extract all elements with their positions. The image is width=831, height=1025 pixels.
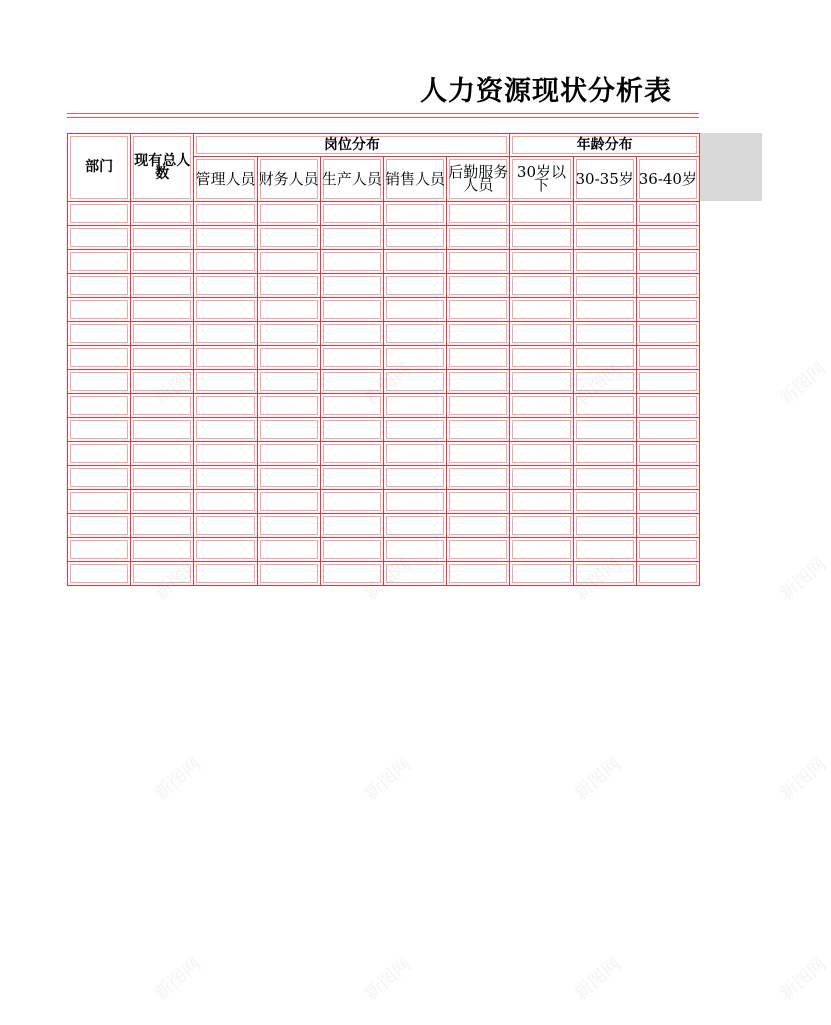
table-cell[interactable]: [320, 370, 383, 394]
table-cell[interactable]: [573, 346, 636, 370]
title-rule-top: [67, 113, 699, 114]
table-cell[interactable]: [320, 442, 383, 466]
table-cell[interactable]: [447, 514, 510, 538]
table-cell[interactable]: [194, 442, 257, 466]
table-cell[interactable]: [194, 562, 257, 586]
table-cell[interactable]: [131, 514, 194, 538]
table-cell[interactable]: [510, 250, 573, 274]
table-cell[interactable]: [194, 226, 257, 250]
header-position-production[interactable]: 生产人员: [320, 157, 383, 202]
watermark-text: 新图网: [570, 753, 626, 805]
table-cell[interactable]: [636, 370, 699, 394]
table-cell[interactable]: [68, 298, 131, 322]
table-row: [68, 562, 700, 586]
table-cell[interactable]: [131, 442, 194, 466]
table-cell[interactable]: [383, 226, 446, 250]
header-age-36-40[interactable]: 36-40岁: [636, 157, 699, 202]
table-cell[interactable]: [257, 322, 320, 346]
table-cell[interactable]: [447, 346, 510, 370]
watermark-text: 新图网: [150, 358, 206, 410]
table-cell[interactable]: [447, 562, 510, 586]
table-row: [68, 418, 700, 442]
table-cell[interactable]: [320, 226, 383, 250]
watermark-text: 新图网: [150, 953, 206, 1005]
table-cell[interactable]: [194, 322, 257, 346]
table-cell[interactable]: [257, 418, 320, 442]
table-cell[interactable]: [320, 538, 383, 562]
watermark-text: 新图网: [150, 553, 206, 605]
table-cell[interactable]: [68, 274, 131, 298]
table-cell[interactable]: [68, 562, 131, 586]
table-cell[interactable]: [447, 538, 510, 562]
header-position-logistics[interactable]: 后勤服务人员: [447, 157, 510, 202]
header-fill-extension: [699, 133, 762, 201]
table-cell[interactable]: [320, 466, 383, 490]
table-row: [68, 346, 700, 370]
table-row: [68, 538, 700, 562]
table-cell[interactable]: [194, 394, 257, 418]
table-cell[interactable]: [636, 298, 699, 322]
table-cell[interactable]: [257, 490, 320, 514]
table-cell[interactable]: [573, 514, 636, 538]
table-cell[interactable]: [383, 322, 446, 346]
table-row: [68, 466, 700, 490]
sheet-title: 人力资源现状分析表: [420, 76, 672, 107]
table-cell[interactable]: [131, 394, 194, 418]
table-cell[interactable]: [510, 418, 573, 442]
header-row-1: [68, 134, 700, 157]
table-cell[interactable]: [320, 490, 383, 514]
table-cell[interactable]: [320, 250, 383, 274]
watermark-text: 新图网: [570, 358, 626, 410]
table-cell[interactable]: [68, 418, 131, 442]
table-cell[interactable]: [194, 538, 257, 562]
table-cell[interactable]: [573, 418, 636, 442]
table-cell[interactable]: [194, 274, 257, 298]
table-cell[interactable]: [131, 298, 194, 322]
watermark-text: 新图网: [775, 953, 831, 1005]
table-cell[interactable]: [510, 562, 573, 586]
table-cell[interactable]: [320, 346, 383, 370]
table-cell[interactable]: [320, 418, 383, 442]
table-cell[interactable]: [68, 346, 131, 370]
table-cell[interactable]: [447, 490, 510, 514]
table-cell[interactable]: [131, 322, 194, 346]
header-position-finance[interactable]: 财务人员: [257, 157, 320, 202]
table-cell[interactable]: [573, 442, 636, 466]
table-row: [68, 442, 700, 466]
watermark-text: 新图网: [570, 553, 626, 605]
table-cell[interactable]: [320, 298, 383, 322]
table-cell[interactable]: [636, 346, 699, 370]
table-cell[interactable]: [131, 538, 194, 562]
table-cell[interactable]: [383, 274, 446, 298]
table-cell[interactable]: [68, 538, 131, 562]
table-cell[interactable]: [383, 346, 446, 370]
table-row: [68, 370, 700, 394]
table-cell[interactable]: [68, 202, 131, 226]
table-cell[interactable]: [257, 298, 320, 322]
table-cell[interactable]: [194, 298, 257, 322]
table-cell[interactable]: [257, 274, 320, 298]
table-row: [68, 202, 700, 226]
table-cell[interactable]: [68, 370, 131, 394]
watermark-text: 新图网: [360, 953, 416, 1005]
header-age-distribution[interactable]: 年龄分布: [510, 134, 700, 157]
title-rule-bottom: [67, 117, 699, 118]
watermark-text: 新图网: [570, 953, 626, 1005]
table-cell[interactable]: [131, 418, 194, 442]
table-cell[interactable]: [510, 442, 573, 466]
table-cell[interactable]: [257, 346, 320, 370]
table-cell[interactable]: [131, 226, 194, 250]
table-cell[interactable]: [194, 514, 257, 538]
table-cell[interactable]: [573, 250, 636, 274]
table-cell[interactable]: [320, 394, 383, 418]
table-cell[interactable]: [573, 370, 636, 394]
table-cell[interactable]: [573, 274, 636, 298]
table-cell[interactable]: [383, 418, 446, 442]
table-row: [68, 490, 700, 514]
table-cell[interactable]: [383, 466, 446, 490]
table-cell[interactable]: [131, 466, 194, 490]
table-cell[interactable]: [320, 322, 383, 346]
table-cell[interactable]: [257, 562, 320, 586]
table-cell[interactable]: [257, 370, 320, 394]
table-cell[interactable]: [194, 250, 257, 274]
watermark-text: 新图网: [360, 553, 416, 605]
table-cell[interactable]: [383, 298, 446, 322]
hr-analysis-table: [67, 133, 700, 586]
table-cell[interactable]: [447, 322, 510, 346]
watermark-text: 新图网: [775, 553, 831, 605]
table-cell[interactable]: [573, 226, 636, 250]
table-cell[interactable]: [636, 226, 699, 250]
table-cell[interactable]: [131, 274, 194, 298]
header-age-30-35[interactable]: 30-35岁: [573, 157, 636, 202]
table-cell[interactable]: [447, 370, 510, 394]
table-cell[interactable]: [573, 538, 636, 562]
table-cell[interactable]: [636, 274, 699, 298]
table-cell[interactable]: [383, 490, 446, 514]
table-cell[interactable]: [257, 226, 320, 250]
table-cell[interactable]: [573, 394, 636, 418]
table-cell[interactable]: [636, 562, 699, 586]
table-cell[interactable]: [447, 274, 510, 298]
table-cell[interactable]: [68, 322, 131, 346]
watermark-text: 新图网: [775, 753, 831, 805]
table-cell[interactable]: [68, 226, 131, 250]
header-total-staff[interactable]: 现有总人数: [131, 134, 194, 202]
table-cell[interactable]: [383, 250, 446, 274]
table-cell[interactable]: [636, 394, 699, 418]
table-cell[interactable]: [383, 370, 446, 394]
table-cell[interactable]: [68, 250, 131, 274]
table-cell[interactable]: [131, 250, 194, 274]
header-department[interactable]: 部门: [68, 134, 131, 202]
header-position-distribution[interactable]: 岗位分布: [194, 134, 510, 157]
table-cell[interactable]: [510, 202, 573, 226]
table-row: [68, 322, 700, 346]
table-cell[interactable]: [257, 394, 320, 418]
table-cell[interactable]: [320, 562, 383, 586]
table-cell[interactable]: [194, 418, 257, 442]
table-cell[interactable]: [68, 514, 131, 538]
table-cell[interactable]: [257, 202, 320, 226]
table-row: [68, 250, 700, 274]
table-cell[interactable]: [257, 514, 320, 538]
table-cell[interactable]: [573, 562, 636, 586]
table-row: [68, 394, 700, 418]
table-row: [68, 274, 700, 298]
table-cell[interactable]: [131, 346, 194, 370]
watermark-text: 新图网: [775, 358, 831, 410]
table-cell[interactable]: [510, 394, 573, 418]
table-cell[interactable]: [131, 562, 194, 586]
table-cell[interactable]: [447, 394, 510, 418]
table-cell[interactable]: [573, 298, 636, 322]
table-cell[interactable]: [510, 538, 573, 562]
table-cell[interactable]: [636, 322, 699, 346]
table-cell[interactable]: [447, 226, 510, 250]
table-cell[interactable]: [383, 394, 446, 418]
table-cell[interactable]: [68, 442, 131, 466]
table-cell[interactable]: [68, 394, 131, 418]
table-cell[interactable]: [573, 466, 636, 490]
table-cell[interactable]: [257, 442, 320, 466]
table-cell[interactable]: [510, 322, 573, 346]
table-cell[interactable]: [447, 442, 510, 466]
table-cell[interactable]: [510, 298, 573, 322]
table-cell[interactable]: [257, 250, 320, 274]
table-cell[interactable]: [510, 274, 573, 298]
table-cell[interactable]: [447, 466, 510, 490]
table-cell[interactable]: [383, 202, 446, 226]
table-cell[interactable]: [257, 466, 320, 490]
table-cell[interactable]: [573, 490, 636, 514]
table-cell[interactable]: [320, 274, 383, 298]
table-cell[interactable]: [194, 466, 257, 490]
table-cell[interactable]: [194, 346, 257, 370]
table-cell[interactable]: [447, 250, 510, 274]
table-cell[interactable]: [383, 538, 446, 562]
header-position-sales[interactable]: 销售人员: [383, 157, 446, 202]
header-position-management[interactable]: 管理人员: [194, 157, 257, 202]
table-cell[interactable]: [636, 466, 699, 490]
table-cell[interactable]: [131, 490, 194, 514]
table-cell[interactable]: [320, 514, 383, 538]
table-row: [68, 298, 700, 322]
table-row: [68, 514, 700, 538]
table-cell[interactable]: [447, 298, 510, 322]
table-cell[interactable]: [383, 442, 446, 466]
table-cell[interactable]: [447, 418, 510, 442]
table-cell[interactable]: [320, 202, 383, 226]
header-age-under-30[interactable]: 30岁以下: [510, 157, 573, 202]
table-cell[interactable]: [194, 490, 257, 514]
table-cell[interactable]: [257, 538, 320, 562]
table-cell[interactable]: [636, 490, 699, 514]
table-cell[interactable]: [131, 202, 194, 226]
watermark-text: 新图网: [360, 358, 416, 410]
table-cell[interactable]: [573, 322, 636, 346]
watermark-text: 新图网: [360, 753, 416, 805]
table-cell[interactable]: [636, 538, 699, 562]
table-cell[interactable]: [68, 490, 131, 514]
table-cell[interactable]: [636, 514, 699, 538]
table-cell[interactable]: [510, 490, 573, 514]
table-cell[interactable]: [510, 226, 573, 250]
table-cell[interactable]: [636, 250, 699, 274]
table-row: [68, 226, 700, 250]
table-cell[interactable]: [636, 442, 699, 466]
table-cell[interactable]: [383, 562, 446, 586]
table-cell[interactable]: [131, 370, 194, 394]
table-cell[interactable]: [194, 202, 257, 226]
table-cell[interactable]: [194, 370, 257, 394]
table-cell[interactable]: [447, 202, 510, 226]
table-cell[interactable]: [510, 514, 573, 538]
table-cell[interactable]: [636, 202, 699, 226]
table-cell[interactable]: [383, 514, 446, 538]
table-cell[interactable]: [68, 466, 131, 490]
table-cell[interactable]: [573, 202, 636, 226]
watermark-text: 新图网: [150, 753, 206, 805]
table-cell[interactable]: [510, 346, 573, 370]
table-cell[interactable]: [636, 418, 699, 442]
table-cell[interactable]: [510, 370, 573, 394]
table-cell[interactable]: [510, 466, 573, 490]
